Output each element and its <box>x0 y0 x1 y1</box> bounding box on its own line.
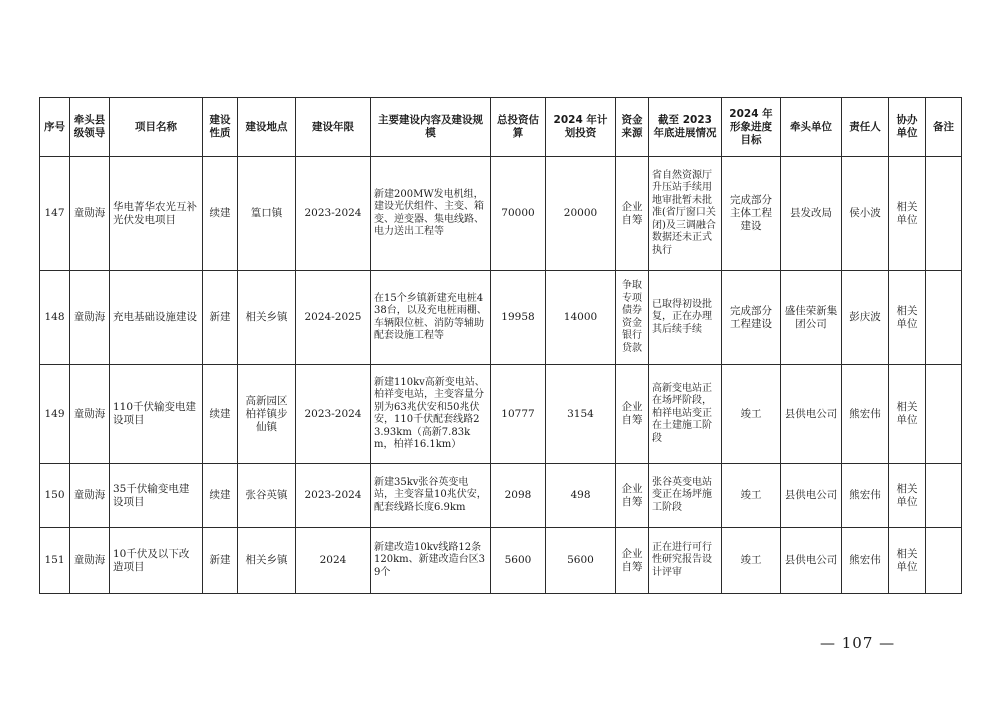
cell-target: 竣工 <box>722 464 781 528</box>
cell-period: 2024-2025 <box>296 271 371 365</box>
cell-location: 相关乡镇 <box>238 528 296 594</box>
cell-nature: 续建 <box>203 365 238 464</box>
cell-assist: 相关单位 <box>889 271 926 365</box>
cell-progress: 省自然资源厅升压站手续用地审批暂未批准(省厅窗口关闭)及三调融合数据还未正式执行 <box>649 157 722 271</box>
cell-nature: 续建 <box>203 464 238 528</box>
table-row <box>40 157 962 271</box>
cell-unit: 盛佳荣新集团公司 <box>781 271 842 365</box>
cell-content: 新建35kv张谷英变电站，主变容量10兆伏安，配套线路长度6.9km <box>371 464 491 528</box>
cell-leader: 童勋海 <box>70 157 110 271</box>
header-cell-period: 建设年限 <box>296 98 371 157</box>
cell-person: 熊宏伟 <box>842 528 889 594</box>
cell-location: 高新园区柏祥镇步仙镇 <box>238 365 296 464</box>
cell-progress: 张谷英变电站变正在场坪施工阶段 <box>649 464 722 528</box>
cell-leader: 童勋海 <box>70 365 110 464</box>
cell-assist: 相关单位 <box>889 528 926 594</box>
cell-period: 2023-2024 <box>296 157 371 271</box>
header-cell-total: 总投资估算 <box>491 98 546 157</box>
cell-note <box>926 464 962 528</box>
cell-unit: 县供电公司 <box>781 528 842 594</box>
table-row <box>40 528 962 594</box>
cell-plan: 5600 <box>546 528 616 594</box>
cell-project-name: 10千伏及以下改造项目 <box>110 528 203 594</box>
cell-progress: 高新变电站正在场坪阶段，柏祥电站变正在土建施工阶段 <box>649 365 722 464</box>
cell-content: 新建200MW发电机组，建设光伏组件、主变、箱变、逆变器、集电线路、电力送出工程等 <box>371 157 491 271</box>
cell-note <box>926 271 962 365</box>
cell-total: 5600 <box>491 528 546 594</box>
cell-no: 151 <box>40 528 70 594</box>
cell-period: 2023-2024 <box>296 365 371 464</box>
cell-total: 70000 <box>491 157 546 271</box>
cell-target: 完成部分工程建设 <box>722 271 781 365</box>
cell-note <box>926 157 962 271</box>
cell-no: 148 <box>40 271 70 365</box>
header-cell-name: 项目名称 <box>110 98 203 157</box>
project-table <box>39 97 962 594</box>
header-cell-leader: 牵头县级领导 <box>70 98 110 157</box>
cell-location: 相关乡镇 <box>238 271 296 365</box>
header-cell-target: 2024 年形象进度目标 <box>722 98 781 157</box>
cell-fund: 争取专项债券资金银行贷款 <box>616 271 649 365</box>
header-cell-unit: 牵头单位 <box>781 98 842 157</box>
cell-progress: 已取得初设批复，正在办理其后续手续 <box>649 271 722 365</box>
cell-plan: 14000 <box>546 271 616 365</box>
header-cell-nature: 建设性质 <box>203 98 238 157</box>
cell-assist: 相关单位 <box>889 157 926 271</box>
cell-no: 149 <box>40 365 70 464</box>
cell-fund: 企业自筹 <box>616 157 649 271</box>
header-cell-location: 建设地点 <box>238 98 296 157</box>
cell-target: 竣工 <box>722 365 781 464</box>
header-cell-plan: 2024 年计划投资 <box>546 98 616 157</box>
cell-unit: 县供电公司 <box>781 365 842 464</box>
cell-fund: 企业自筹 <box>616 464 649 528</box>
cell-person: 熊宏伟 <box>842 464 889 528</box>
cell-unit: 县供电公司 <box>781 464 842 528</box>
cell-plan: 498 <box>546 464 616 528</box>
cell-plan: 3154 <box>546 365 616 464</box>
table-row <box>40 365 962 464</box>
header-cell-note: 备注 <box>926 98 962 157</box>
cell-progress: 正在进行可行性研究报告设计评审 <box>649 528 722 594</box>
header-cell-person: 责任人 <box>842 98 889 157</box>
cell-person: 熊宏伟 <box>842 365 889 464</box>
header-cell-assist: 协办单位 <box>889 98 926 157</box>
cell-plan: 20000 <box>546 157 616 271</box>
cell-project-name: 充电基础设施建设 <box>110 271 203 365</box>
table-row <box>40 464 962 528</box>
cell-person: 彭庆波 <box>842 271 889 365</box>
cell-total: 2098 <box>491 464 546 528</box>
cell-no: 147 <box>40 157 70 271</box>
cell-nature: 新建 <box>203 528 238 594</box>
cell-unit: 县发改局 <box>781 157 842 271</box>
header-cell-content: 主要建设内容及建设规模 <box>371 98 491 157</box>
cell-target: 完成部分主体工程建设 <box>722 157 781 271</box>
cell-project-name: 华电菁华农光互补光伏发电项目 <box>110 157 203 271</box>
cell-content: 新建110kv高新变电站、柏祥变电站，主变容量分别为63兆伏安和50兆伏安，110千伏配套线路23.93km（高新7.83km，柏祥16.1km） <box>371 365 491 464</box>
cell-total: 10777 <box>491 365 546 464</box>
cell-target: 竣工 <box>722 528 781 594</box>
cell-content: 在15个乡镇新建充电桩438台，以及充电桩雨棚、车辆限位桩、消防等辅助配套设施工程等 <box>371 271 491 365</box>
cell-nature: 新建 <box>203 271 238 365</box>
project-table-container <box>39 97 962 594</box>
cell-period: 2023-2024 <box>296 464 371 528</box>
table-row <box>40 271 962 365</box>
cell-note <box>926 528 962 594</box>
cell-fund: 企业自筹 <box>616 365 649 464</box>
page-number: — 107 — <box>820 634 896 652</box>
cell-total: 19958 <box>491 271 546 365</box>
cell-location: 篁口镇 <box>238 157 296 271</box>
cell-assist: 相关单位 <box>889 365 926 464</box>
cell-leader: 童勋海 <box>70 464 110 528</box>
cell-content: 新建改造10kv线路12条120km、新建改造台区39个 <box>371 528 491 594</box>
cell-assist: 相关单位 <box>889 464 926 528</box>
header-cell-progress: 截至 2023 年底进展情况 <box>649 98 722 157</box>
cell-project-name: 35千伏输变电建设项目 <box>110 464 203 528</box>
header-cell-fund: 资金来源 <box>616 98 649 157</box>
cell-leader: 童勋海 <box>70 528 110 594</box>
table-header-row <box>40 98 962 157</box>
cell-location: 张谷英镇 <box>238 464 296 528</box>
cell-period: 2024 <box>296 528 371 594</box>
header-cell-no: 序号 <box>40 98 70 157</box>
cell-person: 侯小波 <box>842 157 889 271</box>
cell-project-name: 110千伏输变电建设项目 <box>110 365 203 464</box>
cell-no: 150 <box>40 464 70 528</box>
cell-leader: 童勋海 <box>70 271 110 365</box>
cell-fund: 企业自筹 <box>616 528 649 594</box>
cell-nature: 续建 <box>203 157 238 271</box>
cell-note <box>926 365 962 464</box>
